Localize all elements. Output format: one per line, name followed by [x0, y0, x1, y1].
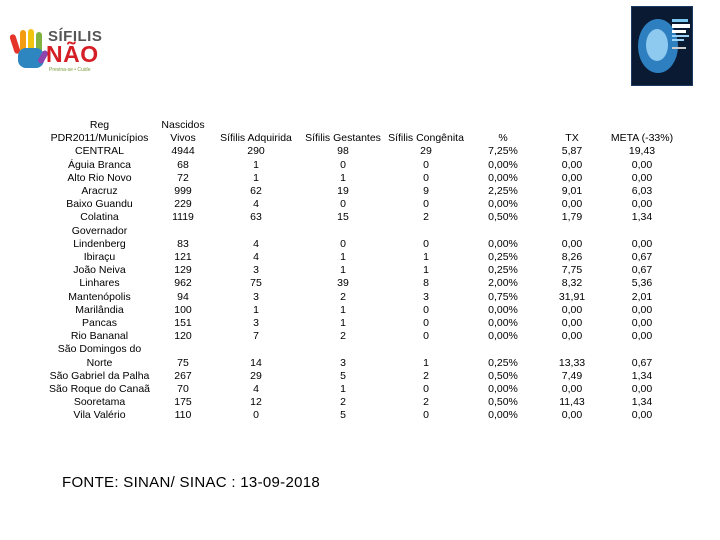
cell-gestantes: 39: [337, 277, 349, 290]
cell-municipio: João Neiva: [73, 264, 126, 277]
cell-municipio: São Gabriel da Palha: [49, 369, 150, 382]
poster-text-lines: [672, 19, 690, 54]
table-row: [45, 370, 680, 383]
header-meta: META (-33%): [610, 132, 674, 145]
header-sifilis-gestantes: Sífilis Gestantes: [305, 132, 381, 145]
cell-municipio: Aracruz: [81, 185, 118, 198]
cell-tx: 0,00: [561, 317, 583, 330]
cell-congenita: 0: [423, 303, 429, 316]
cell-municipio: Vila Valério: [73, 409, 126, 422]
cell-gestantes: 0: [340, 158, 346, 171]
cell-congenita: 3: [423, 290, 429, 303]
cell-nascidos: 229: [174, 198, 192, 211]
cell-gestantes: 1: [340, 317, 346, 330]
cell-percent: 0,00%: [488, 171, 518, 184]
cell-meta: 19,43: [628, 145, 656, 158]
campaign-poster-image: [631, 6, 693, 86]
cell-nascidos: 94: [177, 290, 189, 303]
table-row: [45, 264, 680, 277]
cell-tx: 0,00: [561, 198, 583, 211]
cell-gestantes: 19: [337, 185, 349, 198]
cell-adquirida: 14: [250, 356, 262, 369]
cell-municipio: Mantenópolis: [68, 290, 131, 303]
cell-nascidos: 120: [174, 330, 192, 343]
cell-adquirida: 4: [253, 251, 259, 264]
cell-tx: 0,00: [561, 330, 583, 343]
cell-congenita: 9: [423, 185, 429, 198]
cell-percent: 0,00%: [488, 158, 518, 171]
table-row: [45, 343, 680, 369]
cell-municipio: Colatina: [80, 211, 119, 224]
cell-gestantes: 0: [340, 198, 346, 211]
cell-tx: 31,91: [558, 290, 586, 303]
table-row: [45, 225, 680, 251]
table-row: [45, 251, 680, 264]
cell-percent: 0,00%: [488, 383, 518, 396]
cell-meta: 0,67: [631, 251, 653, 264]
table-row: [45, 172, 680, 185]
cell-municipio: Águia Branca: [67, 158, 132, 171]
header-percent: %: [498, 132, 508, 145]
cell-tx: 8,26: [561, 251, 583, 264]
cell-adquirida: 62: [250, 185, 262, 198]
cell-municipio: CENTRAL: [74, 145, 124, 158]
cell-municipio: Ibiraçu: [83, 251, 116, 264]
table-row: [45, 211, 680, 224]
cell-municipio: São Domingos do Norte: [57, 343, 142, 369]
cell-nascidos: 72: [177, 171, 189, 184]
cell-nascidos: 999: [174, 185, 192, 198]
cell-meta: 2,01: [631, 290, 653, 303]
cell-congenita: 0: [423, 198, 429, 211]
cell-nascidos: 1119: [172, 211, 194, 224]
cell-gestantes: 3: [340, 356, 346, 369]
cell-tx: 7,75: [561, 264, 583, 277]
table-header-row: [45, 119, 680, 145]
cell-municipio: Sooretama: [73, 396, 126, 409]
cell-percent: 0,00%: [488, 330, 518, 343]
table-row: [45, 277, 680, 290]
table-row: [45, 291, 680, 304]
cell-congenita: 0: [423, 237, 429, 250]
cell-gestantes: 2: [340, 396, 346, 409]
cell-percent: 7,25%: [488, 145, 518, 158]
cell-percent: 2,00%: [488, 277, 518, 290]
cell-congenita: 2: [423, 211, 429, 224]
cell-municipio: Linhares: [79, 277, 120, 290]
cell-gestantes: 5: [340, 369, 346, 382]
cell-adquirida: 290: [247, 145, 265, 158]
cell-gestantes: 98: [337, 145, 349, 158]
cell-gestantes: 1: [340, 383, 346, 396]
table-row: [45, 396, 680, 409]
cell-gestantes: 15: [337, 211, 349, 224]
cell-congenita: 0: [423, 317, 429, 330]
cell-adquirida: 12: [250, 396, 262, 409]
cell-percent: 0,25%: [488, 251, 518, 264]
table-row: [45, 317, 680, 330]
cell-nascidos: 100: [174, 303, 192, 316]
cell-meta: 0,00: [631, 198, 653, 211]
cell-nascidos: 110: [174, 409, 192, 422]
cell-percent: 0,50%: [488, 211, 518, 224]
cell-congenita: 0: [423, 330, 429, 343]
cell-municipio: Rio Bananal: [70, 330, 129, 343]
cell-meta: 0,00: [631, 303, 653, 316]
cell-adquirida: 63: [250, 211, 262, 224]
cell-adquirida: 4: [253, 237, 259, 250]
logo-line1: SÍFILIS: [48, 28, 103, 45]
cell-adquirida: 75: [250, 277, 262, 290]
cell-congenita: 2: [423, 396, 429, 409]
cell-meta: 1,34: [631, 396, 653, 409]
cell-percent: 0,00%: [488, 409, 518, 422]
cell-adquirida: 1: [253, 158, 259, 171]
cell-nascidos: 129: [174, 264, 192, 277]
cell-percent: 0,00%: [488, 303, 518, 316]
cell-meta: 5,36: [631, 277, 653, 290]
cell-tx: 5,87: [561, 145, 583, 158]
cell-meta: 0,00: [631, 330, 653, 343]
cell-meta: 0,00: [631, 237, 653, 250]
cell-municipio: Governador Lindenberg: [71, 224, 128, 250]
logo-line2: NÃO: [46, 41, 99, 67]
cell-nascidos: 121: [174, 251, 192, 264]
cell-meta: 0,00: [631, 171, 653, 184]
cell-meta: 0,00: [631, 383, 653, 396]
cell-meta: 0,67: [631, 264, 653, 277]
cell-congenita: 1: [423, 356, 429, 369]
cell-congenita: 8: [423, 277, 429, 290]
cell-nascidos: 151: [174, 317, 192, 330]
cell-meta: 0,67: [631, 356, 653, 369]
cell-congenita: 0: [423, 158, 429, 171]
cell-adquirida: 3: [253, 264, 259, 277]
cell-meta: 0,00: [631, 158, 653, 171]
header-nascidos-vivos: Nascidos Vivos: [161, 119, 205, 145]
cell-adquirida: 1: [253, 303, 259, 316]
cell-nascidos: 83: [177, 237, 189, 250]
table-row: [45, 383, 680, 396]
cell-tx: 0,00: [561, 383, 583, 396]
cell-percent: 0,00%: [488, 317, 518, 330]
cell-nascidos: 75: [177, 356, 189, 369]
poster-baby-shape: [646, 29, 668, 61]
cell-congenita: 29: [420, 145, 432, 158]
cell-adquirida: 0: [253, 409, 259, 422]
cell-municipio: Marilândia: [75, 303, 124, 316]
cell-adquirida: 3: [253, 290, 259, 303]
table-row: [45, 185, 680, 198]
cell-tx: 1,79: [561, 211, 583, 224]
cell-municipio: Baixo Guandu: [66, 198, 133, 211]
cell-adquirida: 4: [253, 198, 259, 211]
table-row: [45, 304, 680, 317]
cell-adquirida: 7: [253, 330, 259, 343]
cell-nascidos: 267: [174, 369, 192, 382]
cell-percent: 0,00%: [488, 237, 518, 250]
header-sifilis-adquirida: Sífilis Adquirida: [220, 132, 292, 145]
cell-percent: 0,50%: [488, 396, 518, 409]
cell-congenita: 0: [423, 383, 429, 396]
cell-nascidos: 70: [177, 383, 189, 396]
cell-tx: 9,01: [561, 185, 583, 198]
cell-meta: 1,34: [631, 369, 653, 382]
cell-meta: 0,00: [631, 317, 653, 330]
table-row: [45, 159, 680, 172]
cell-tx: 0,00: [561, 158, 583, 171]
header-tx: TX: [565, 132, 579, 145]
cell-gestantes: 2: [340, 290, 346, 303]
cell-gestantes: 2: [340, 330, 346, 343]
cell-tx: 8,32: [561, 277, 583, 290]
table-row: [45, 198, 680, 211]
cell-congenita: 2: [423, 369, 429, 382]
cell-nascidos: 175: [174, 396, 192, 409]
cell-tx: 7,49: [561, 369, 583, 382]
cell-adquirida: 29: [250, 369, 262, 382]
cell-adquirida: 4: [253, 383, 259, 396]
cell-gestantes: 0: [340, 237, 346, 250]
cell-gestantes: 5: [340, 409, 346, 422]
cell-municipio: Pancas: [81, 317, 118, 330]
table-row: [45, 330, 680, 343]
cell-gestantes: 1: [340, 171, 346, 184]
cell-adquirida: 1: [253, 171, 259, 184]
cell-percent: 0,00%: [488, 198, 518, 211]
cell-percent: 2,25%: [488, 185, 518, 198]
cell-meta: 6,03: [631, 185, 653, 198]
cell-congenita: 1: [423, 264, 429, 277]
sifilis-nao-logo: [8, 24, 120, 80]
cell-tx: 11,43: [559, 396, 585, 409]
cell-congenita: 0: [423, 171, 429, 184]
cell-gestantes: 1: [340, 264, 346, 277]
cell-percent: 0,75%: [488, 290, 518, 303]
header-sifilis-congenita: Sífilis Congênita: [388, 132, 464, 145]
cell-tx: 13,33: [558, 356, 586, 369]
cell-adquirida: 3: [253, 317, 259, 330]
cell-tx: 0,00: [561, 237, 583, 250]
cell-percent: 0,25%: [488, 264, 518, 277]
colored-hand-icon: [10, 28, 50, 74]
poster-text-icon: [672, 19, 690, 53]
table-row: [45, 409, 680, 422]
cell-nascidos: 68: [177, 158, 189, 171]
cell-percent: 0,50%: [488, 369, 518, 382]
cell-gestantes: 1: [340, 303, 346, 316]
table-row: [45, 145, 680, 158]
cell-municipio: São Roque do Canaã: [49, 383, 150, 396]
cell-nascidos: 4944: [171, 145, 195, 158]
cell-meta: 0,00: [631, 409, 653, 422]
cell-tx: 0,00: [561, 171, 583, 184]
cell-congenita: 0: [423, 409, 429, 422]
logo-tagline: Previna-se • Cuide: [49, 67, 91, 73]
cell-municipio: Alto Rio Novo: [67, 171, 132, 184]
cell-percent: 0,25%: [488, 356, 518, 369]
header-municipio: Reg PDR2011/Municípios: [50, 119, 149, 145]
cell-congenita: 1: [423, 251, 429, 264]
cell-gestantes: 1: [340, 251, 346, 264]
sifilis-table: [45, 119, 680, 423]
cell-tx: 0,00: [561, 303, 583, 316]
cell-nascidos: 962: [174, 277, 192, 290]
source-footnote: FONTE: SINAN/ SINAC : 13-09-2018: [62, 474, 321, 491]
cell-tx: 0,00: [561, 409, 583, 422]
cell-meta: 1,34: [631, 211, 653, 224]
